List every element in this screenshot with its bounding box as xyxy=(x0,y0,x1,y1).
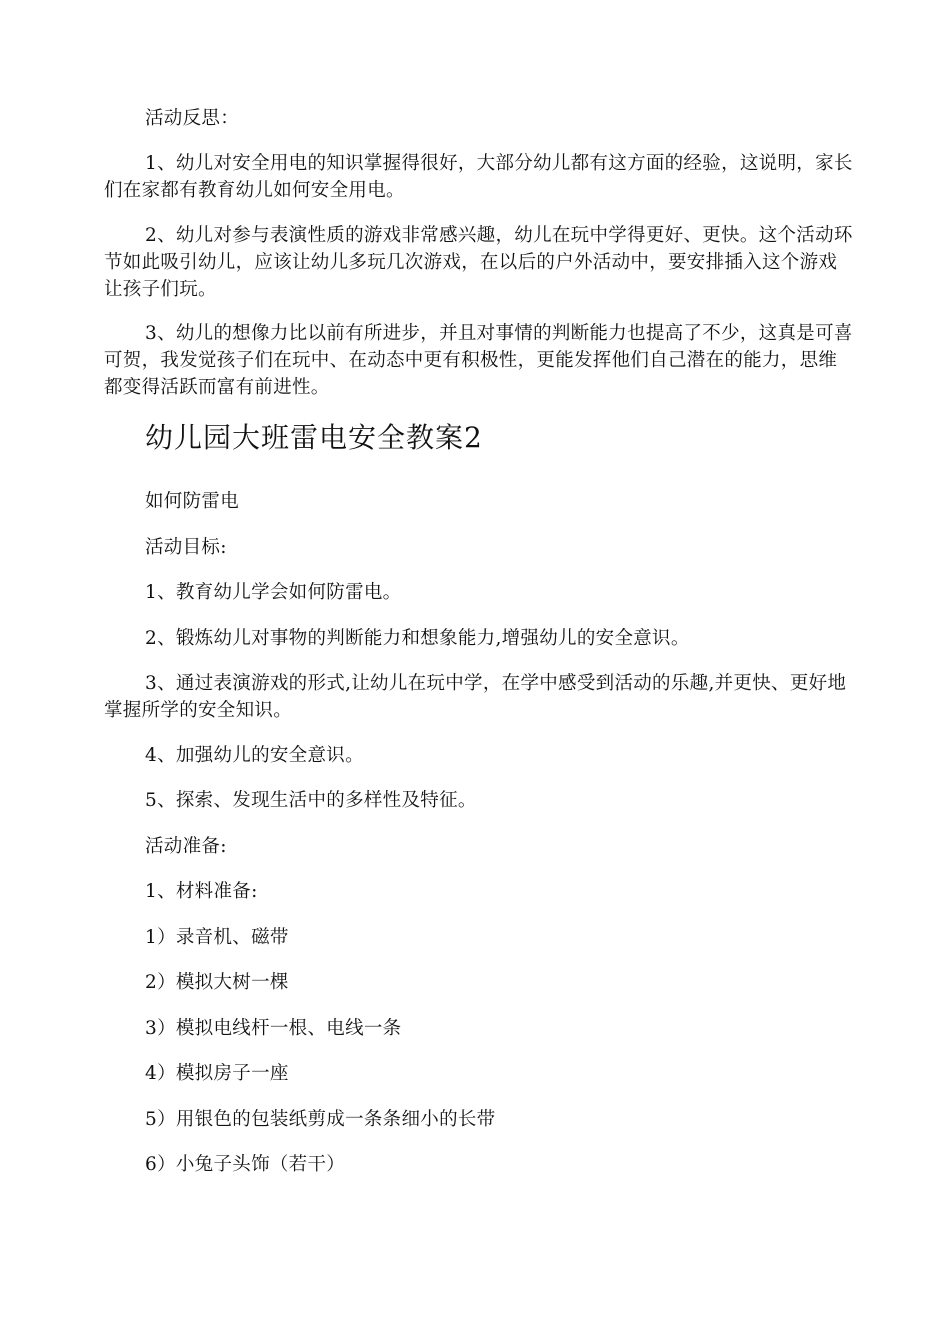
goal-item-1: 1、教育幼儿学会如何防雷电。 xyxy=(145,582,402,603)
prep-item-house: 4）模拟房子一座 xyxy=(145,1063,289,1084)
reflection-item-1: 1、幼儿对安全用电的知识掌握得很好，大部分幼儿都有这方面的经验，这说明，家长们在家都有教育幼儿如何安全用电。 xyxy=(104,153,853,201)
prep-item-headwear: 6）小兔子头饰（若干） xyxy=(145,1154,346,1175)
goal-item-3: 3、通过表演游戏的形式,让幼儿在玩中学，在学中感受到活动的乐趣,并更快、更好地掌握所学的安全知识。 xyxy=(104,673,847,721)
goal-item-5: 5、探索、发现生活中的多样性及特征。 xyxy=(145,790,477,811)
prep-item-ribbon: 5）用银色的包装纸剪成一条条细小的长带 xyxy=(145,1109,496,1130)
prep-item-recorder: 1）录音机、磁带 xyxy=(145,927,289,948)
reflection-heading: 活动反思： xyxy=(145,108,240,129)
lesson-subtitle: 如何防雷电 xyxy=(145,491,240,512)
prep-item-tree: 2）模拟大树一棵 xyxy=(145,972,289,993)
section-title: 幼儿园大班雷电安全教案2 xyxy=(145,421,483,454)
goal-item-2: 2、锻炼幼儿对事物的判断能力和想象能力,增强幼儿的安全意识。 xyxy=(145,628,690,649)
reflection-item-3: 3、幼儿的想像力比以前有所进步，并且对事情的判断能力也提高了不少，这真是可喜可贺，我发觉孩子们在玩中、在动态中更有积极性，更能发挥他们自己潜在的能力，思维都变得活跃而富有前进性。 xyxy=(104,323,853,398)
prep-item-materials: 1、材料准备: xyxy=(145,881,258,902)
goal-item-4: 4、加强幼儿的安全意识。 xyxy=(145,745,364,766)
goals-heading: 活动目标: xyxy=(145,537,227,558)
reflection-item-2: 2、幼儿对参与表演性质的游戏非常感兴趣，幼儿在玩中学得更好、更快。这个活动环节如此吸引幼儿，应该让幼儿多玩几次游戏，在以后的户外活动中，要安排插入这个游戏让孩子们玩。 xyxy=(104,225,853,300)
prep-heading: 活动准备: xyxy=(145,836,227,857)
prep-item-pole: 3）模拟电线杆一根、电线一条 xyxy=(145,1018,402,1039)
